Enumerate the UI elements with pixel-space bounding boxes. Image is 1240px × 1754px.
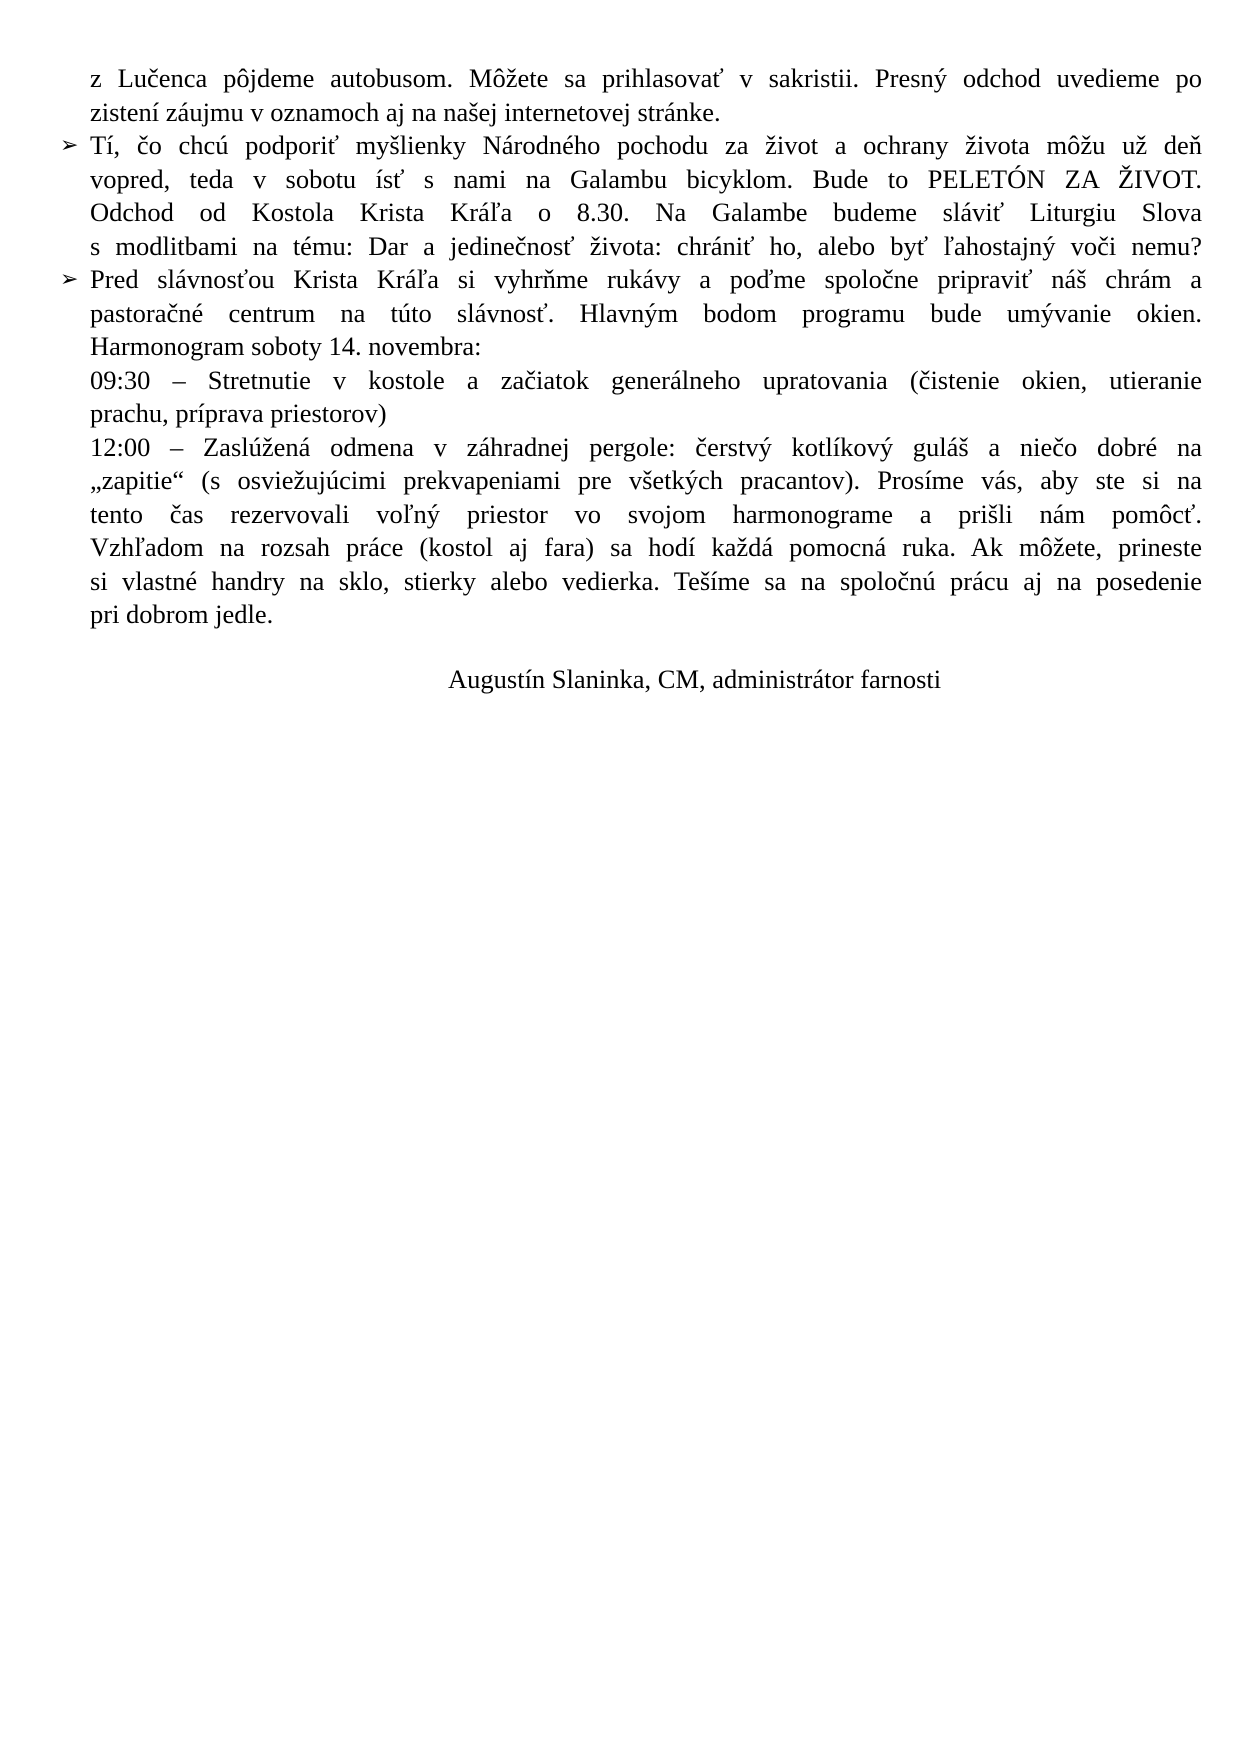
text-line: Tí, čo chcú podporiť myšlienky Národného pochodu za život a ochrany života môžu už deň — [90, 130, 1202, 160]
signature: Augustín Slaninka, CM, administrátor farnosti — [448, 664, 942, 694]
arrow-bullet-icon: ➢ — [60, 133, 79, 158]
list-item-cleaning-day — [60, 263, 1202, 632]
arrow-bullet-icon: ➢ — [60, 267, 79, 292]
text-line: prachu, príprava priestorov) — [90, 398, 387, 428]
text-line: vopred, teda v sobotu ísť s nami na Galambu bicyklom. Bude to PELETÓN ZA ŽIVOT. — [90, 163, 1202, 194]
text-line: pastoračné centrum na túto slávnosť. Hlavným bodom programu bude umývanie okien. — [90, 297, 1202, 328]
text-line: tento čas rezervovali voľný priestor vo svojom harmonograme a prišli nám pomôcť. — [90, 498, 1202, 529]
intro-paragraph — [90, 62, 1202, 129]
schedule-item-0930: 09:30 – Stretnutie v kostole a začiatok generálneho upratovania (čistenie okien, utieranie — [90, 364, 1202, 395]
text-line: s modlitbami na tému: Dar a jedinečnosť života: chrániť ho, alebo byť ľahostajný voči nemu? — [90, 230, 1202, 261]
text-line: Odchod od Kostola Krista Kráľa o 8.30. Na Galambe budeme sláviť Liturgiu Slova — [90, 197, 1202, 227]
text-line: Pred slávnosťou Krista Kráľa si vyhrňme rukávy a poďme spoločne pripraviť náš chrám a — [90, 264, 1202, 294]
text-line: si vlastné handry na sklo, stierky alebo vedierka. Tešíme sa na spoločnú prácu aj na posedenie — [90, 565, 1202, 596]
text-line: Vzhľadom na rozsah práce (kostol aj fara) sa hodí každá pomocná ruka. Ak môžete, prineste — [90, 532, 1202, 562]
schedule-item-1200: 12:00 – Zaslúžená odmena v záhradnej pergole: čerstvý kotlíkový guláš a niečo dobré na — [90, 431, 1202, 462]
text-line: zistení záujmu v oznamoch aj na našej internetovej stránke. — [90, 96, 721, 127]
text-line: pri dobrom jedle. — [90, 599, 274, 629]
text-line: „zapitie“ (s osviežujúcimi prekvapeniami pre všetkých pracantov). Prosíme vás, aby ste si na — [90, 465, 1202, 495]
list-item-bike-peloton — [60, 129, 1202, 263]
document-body — [60, 62, 1202, 632]
schedule-heading: Harmonogram soboty 14. novembra: — [90, 331, 482, 361]
text-line: z Lučenca pôjdeme autobusom. Môžete sa prihlasovať v sakristii. Presný odchod uvedieme po — [90, 63, 1202, 93]
